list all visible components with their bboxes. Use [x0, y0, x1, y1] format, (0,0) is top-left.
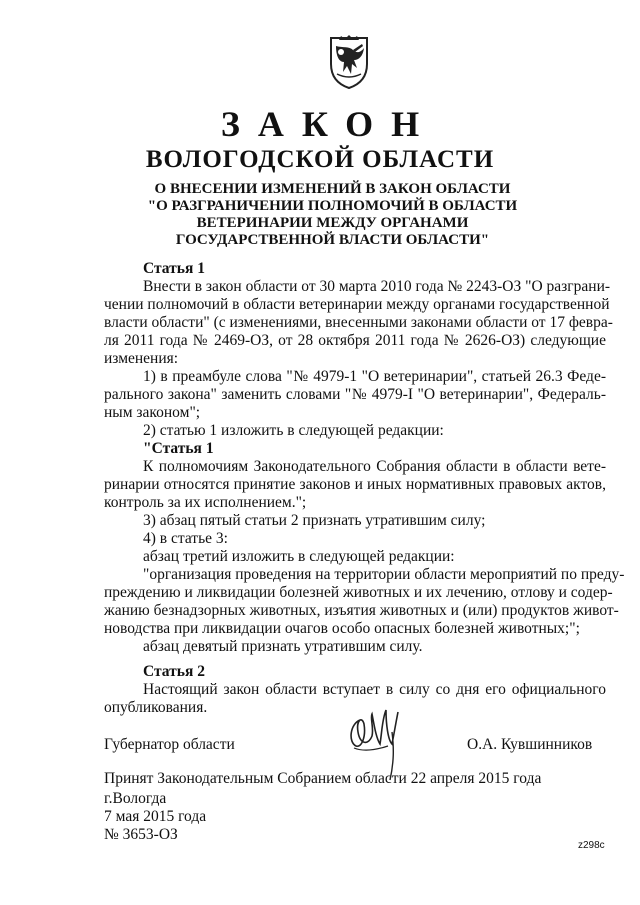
- adoption-note: Принят Законодательным Собранием области 22 апреля 2015 года: [104, 770, 542, 787]
- paragraph-line: К полномочиям Законодательного Собрания области в области вете-: [143, 458, 606, 475]
- subtitle-line: ГОСУДАРСТВЕННОЙ ВЛАСТИ ОБЛАСТИ": [175, 232, 490, 248]
- paragraph-line: жанию безнадзорных животных, изъятия животных и (или) продуктов живот-: [104, 602, 619, 619]
- law-date: 7 мая 2015 года: [104, 808, 207, 825]
- governor-label: Губернатор области: [104, 736, 235, 753]
- paragraph-line: ля 2011 года № 2469-ОЗ, от 28 октября 2011 года № 2626-ОЗ) следующие: [104, 332, 606, 349]
- paragraph-line: рального закона" заменить словами "№ 4979-I "О ветеринарии", Федераль-: [104, 386, 606, 403]
- paragraph-line: новодства при ликвидации очагов особо опасных болезней животных;";: [104, 620, 580, 637]
- paragraph-line: 2) статью 1 изложить в следующей редакции:: [143, 422, 444, 439]
- coat-of-arms-icon: [327, 34, 371, 90]
- signature-mark: [342, 702, 402, 782]
- paragraph-line: ным законом";: [104, 404, 201, 421]
- paragraph-line: контроль за их исполнением.";: [104, 494, 307, 511]
- subtitle-line: "О РАЗГРАНИЧЕНИИ ПОЛНОМОЧИЙ В ОБЛАСТИ: [147, 198, 518, 214]
- article-1-heading: Статья 1: [143, 260, 205, 277]
- paragraph-line: абзац третий изложить в следующей редакции:: [143, 548, 455, 565]
- paragraph-line: 1) в преамбуле слова "№ 4979-1 "О ветеринарии", статьей 26.3 Феде-: [143, 368, 606, 385]
- city: г.Вологда: [104, 790, 167, 807]
- paragraph-line: ринарии относятся принятие законов и иных нормативных правовых актов,: [104, 476, 606, 493]
- paragraph-line: 3) абзац пятый статьи 2 признать утратившим силу;: [143, 512, 486, 529]
- paragraph-line: изменения:: [104, 350, 179, 367]
- paragraph-line: власти области" (с изменениями, внесенными законами области от 17 февра-: [104, 314, 613, 331]
- document-region: ВОЛОГОДСКОЙ ОБЛАСТИ: [145, 146, 495, 173]
- paragraph-line: чении полномочий в области ветеринарии между органами государственной: [104, 296, 610, 313]
- paragraph-line: преждению и ликвидации болезней животных и их лечению, отлову и содер-: [104, 584, 613, 601]
- paragraph-line: Внести в закон области от 30 марта 2010 года № 2243-ОЗ "О разграни-: [143, 278, 611, 295]
- subtitle-line: ВЕТЕРИНАРИИ МЕЖДУ ОРГАНАМИ: [196, 215, 469, 231]
- article-2-heading: Статья 2: [143, 663, 205, 680]
- quoted-article-heading: "Статья 1: [143, 440, 214, 457]
- document-subtitle: [120, 181, 545, 249]
- governor-name: О.А. Кувшинников: [467, 736, 593, 753]
- document-code: z298c: [578, 840, 605, 851]
- paragraph-line: "организация проведения на территории области мероприятий по преду-: [143, 566, 625, 583]
- paragraph-line: Настоящий закон области вступает в силу со дня его официального: [143, 681, 606, 698]
- document-title: ЗАКОН: [220, 104, 438, 144]
- law-number: № 3653-ОЗ: [104, 826, 178, 843]
- subtitle-line: О ВНЕСЕНИИ ИЗМЕНЕНИЙ В ЗАКОН ОБЛАСТИ: [154, 181, 511, 197]
- paragraph-line: абзац девятый признать утратившим силу.: [143, 638, 423, 655]
- paragraph-line: опубликования.: [104, 699, 208, 716]
- paragraph-line: 4) в статье 3:: [143, 530, 228, 547]
